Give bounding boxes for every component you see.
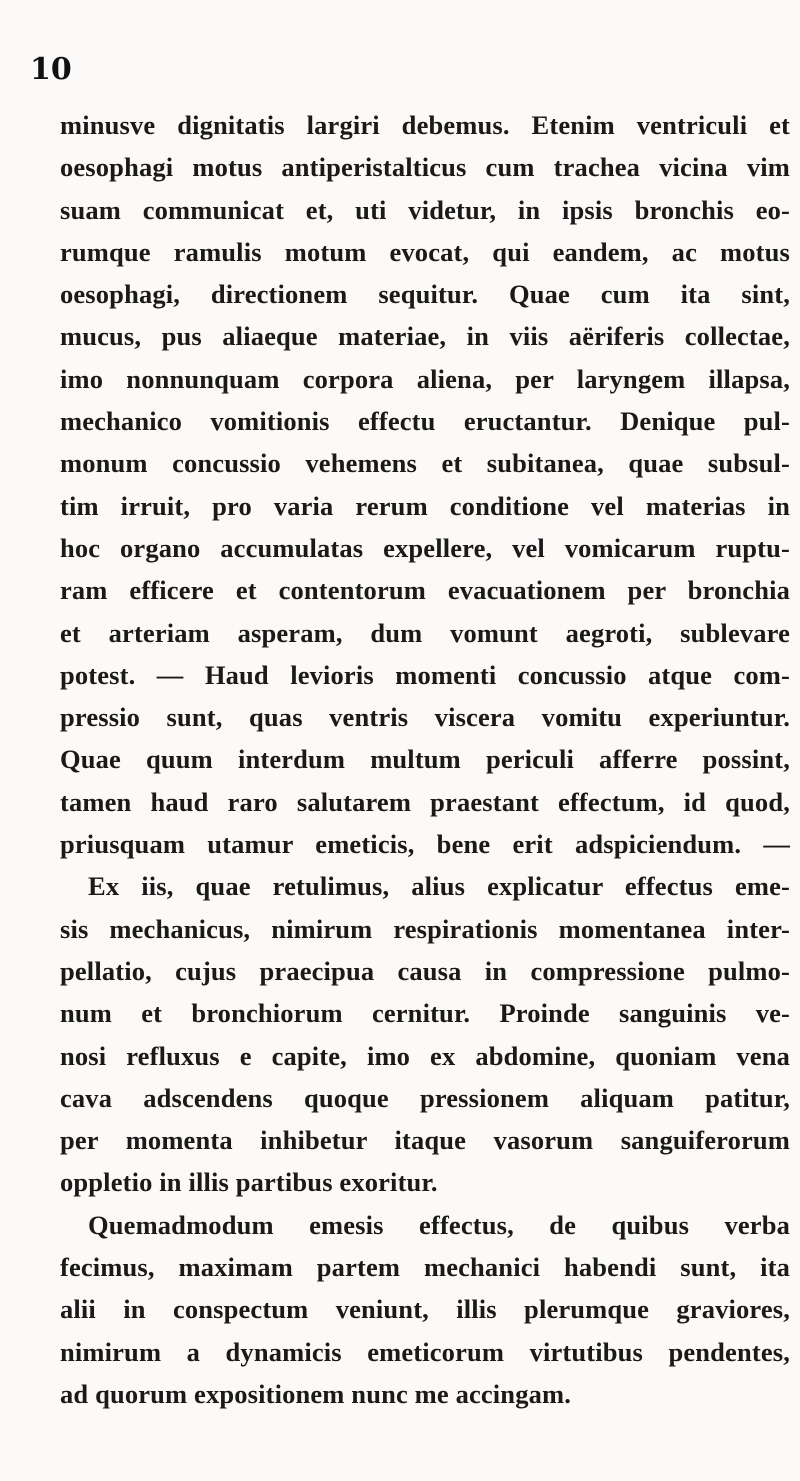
text-line: nimirum a dynamicis emeticorum virtutibus pendentes, bbox=[60, 1336, 790, 1367]
text-line: cava adscendens quoque pressionem aliquam patitur, bbox=[60, 1082, 790, 1113]
text-line: num et bronchiorum cernitur. Proinde sanguinis ve- bbox=[60, 998, 790, 1029]
text-line: ad quorum expositionem nunc me accingam. bbox=[60, 1378, 571, 1409]
text-line: nosi refluxus e capite, imo ex abdomine, quoniam vena bbox=[60, 1040, 790, 1071]
text-line: mechanico vomitionis effectu eructantur. Denique pul- bbox=[60, 406, 790, 437]
text-line: minusve dignitatis largiri debemus. Etenim ventriculi et bbox=[60, 110, 790, 140]
text-line: imo nonnunquam corpora aliena, per laryngem illapsa, bbox=[60, 363, 790, 394]
text-line: rumque ramulis motum evocat, qui eandem, ac motus bbox=[60, 236, 790, 267]
text-line: priusquam utamur emeticis, bene erit adspiciendum. — bbox=[60, 829, 790, 860]
text-line: oesophagi, directionem sequitur. Quae cum ita sint, bbox=[60, 279, 790, 310]
text-line: suam communicat et, uti videtur, in ipsis bronchis eo- bbox=[60, 194, 790, 225]
text-line: potest. — Haud levioris momenti concussio atque com- bbox=[60, 659, 790, 690]
page-number: 10 bbox=[30, 52, 72, 87]
text-line: pressio sunt, quas ventris viscera vomitu experiuntur. bbox=[60, 702, 790, 733]
text-line: et arteriam asperam, dum vomunt aegroti, sublevare bbox=[60, 617, 790, 648]
text-line: sis mechanicus, nimirum respirationis momentanea inter- bbox=[60, 913, 790, 944]
text-line: per momenta inhibetur itaque vasorum sanguiferorum bbox=[60, 1125, 790, 1156]
text-line: mucus, pus aliaeque materiae, in viis aëriferis collectae, bbox=[60, 321, 790, 352]
text-line: Quae quum interdum multum periculi afferre possint, bbox=[60, 744, 790, 775]
text-line: Ex iis, quae retulimus, alius explicatur effectus eme- bbox=[88, 871, 790, 902]
text-line: ram efficere et contentorum evacuationem per bronchia bbox=[60, 575, 790, 606]
text-line: monum concussio vehemens et subitanea, quae subsul- bbox=[60, 448, 790, 479]
text-line: tim irruit, pro varia rerum conditione vel materias in bbox=[60, 490, 790, 521]
text-line: oppletio in illis partibus exoritur. bbox=[60, 1167, 438, 1198]
body-text bbox=[60, 104, 790, 1415]
text-line: tamen haud raro salutarem praestant effectum, id quod, bbox=[60, 786, 790, 817]
text-line: oesophagi motus antiperistalticus cum trachea vicina vim bbox=[60, 152, 790, 183]
text-line: fecimus, maximam partem mechanici habendi sunt, ita bbox=[60, 1252, 790, 1283]
text-line: alii in conspectum veniunt, illis plerumque graviores, bbox=[60, 1294, 790, 1325]
text-line: hoc organo accumulatas expellere, vel vomicarum ruptu- bbox=[60, 532, 790, 563]
text-line: Quemadmodum emesis effectus, de quibus verba bbox=[88, 1209, 790, 1240]
text-line: pellatio, cujus praecipua causa in compressione pulmo- bbox=[60, 955, 790, 986]
